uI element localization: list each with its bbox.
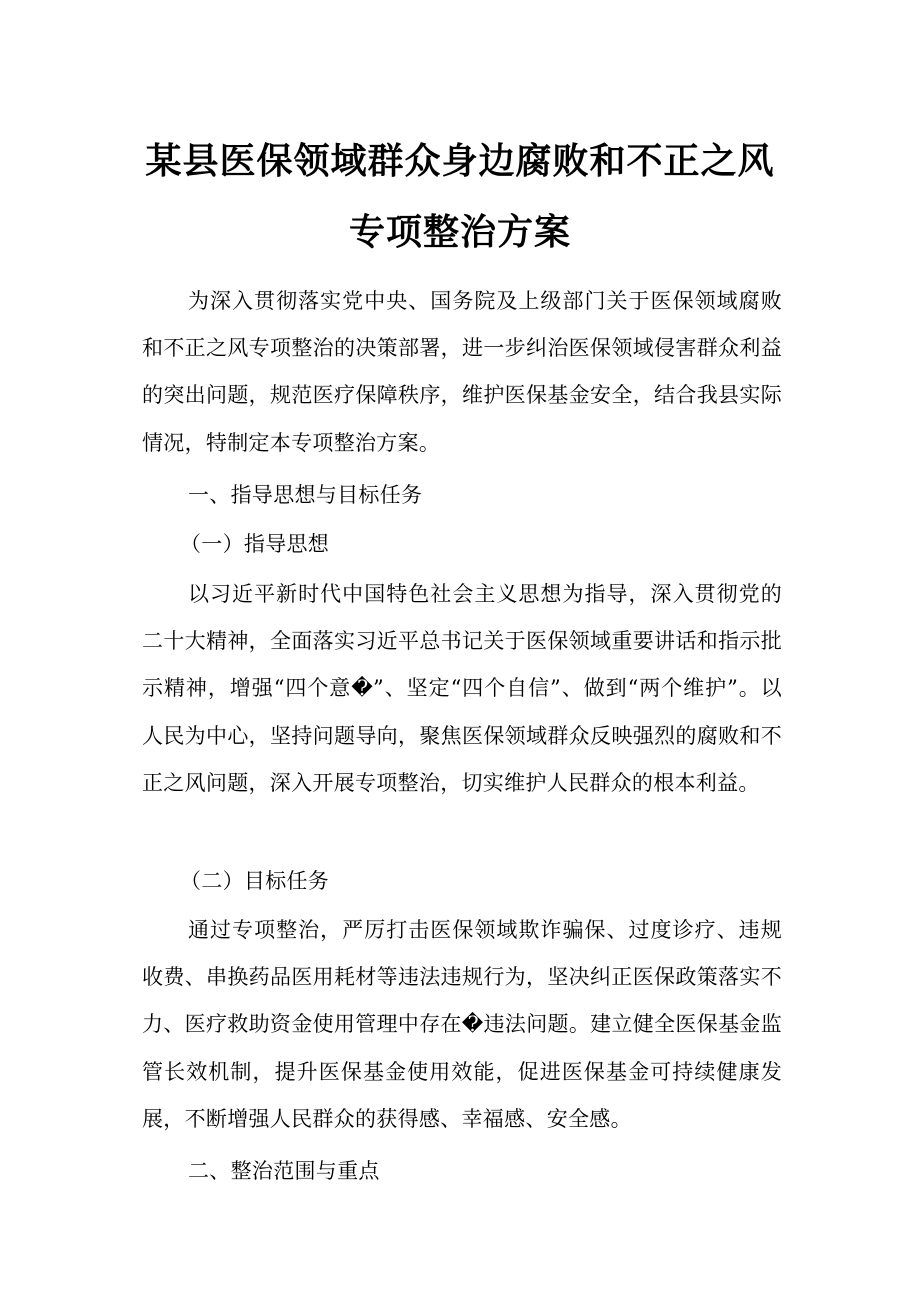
subsection-2-paragraph: 通过专项整治，严厉打击医保领域欺诈骗保、过度诊疗、违规收费、串换药品医用耗材等违法违规行为，坚决纠正医保政策落实不力、医疗救助资金使用管理中存在�违法问题。建立健全医保基金监管长效机制，提升医保基金使用效能，促进医保基金可持续健康发展，不断增强人民群众的获得感、幸福感、安全感。 — [142, 918, 782, 1131]
subsection-1-paragraph: 以习近平新时代中国特色社会主义思想为指导，深入贯彻党的二十大精神，全面落实习近平总书记关于医保领域重要讲话和指示批示精神，增强“四个意�”、坚定“四个自信”、做到“两个维护”。以人民为中心，坚持问题导向，聚焦医保领域群众反映强烈的腐败和不正之风问题，深入开展专项整治，切实维护人民群众的根本利益。 — [142, 582, 782, 795]
subsection-1-heading: （一）指导思想 — [180, 532, 330, 556]
document-title-line-1: 某县医保领域群众身边腐败和不正之风 — [145, 141, 775, 182]
document-title-line-2: 专项整治方案 — [348, 212, 571, 253]
subsection-2-heading: （二）目标任务 — [180, 869, 330, 893]
section-1-heading: 一、指导思想与目标任务 — [188, 483, 423, 507]
intro-paragraph: 为深入贯彻落实党中央、国务院及上级部门关于医保领域腐败和不正之风专项整治的决策部署，进一步纠治医保领域侵害群众利益的突出问题，规范医疗保障秩序，维护医保基金安全，结合我县实际情况，特制定本专项整治方案。 — [142, 289, 782, 455]
section-2-heading: 二、整治范围与重点 — [188, 1159, 380, 1183]
